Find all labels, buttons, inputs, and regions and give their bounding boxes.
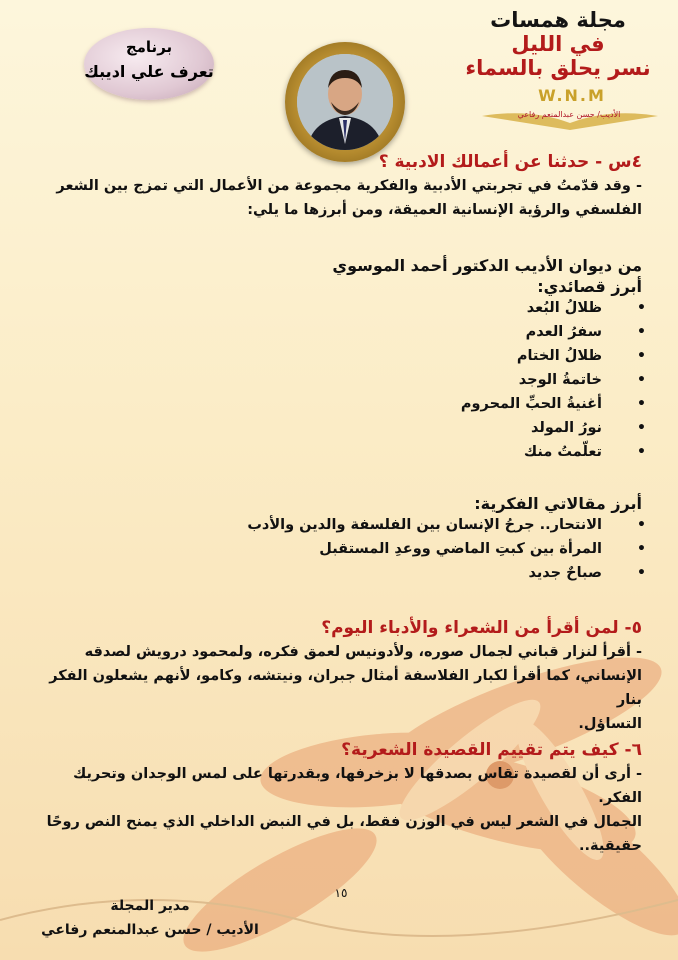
list-item: • المرأة بين كبتِ الماضي ووعدِ المستقبل [36, 537, 602, 561]
program-badge [84, 28, 214, 100]
q4-question: ٤س - حدثنا عن أعمالك الادبية ؟ [378, 152, 642, 172]
magazine-author-tag: الأديب/ حسن عبدالمنعم رفاعي [517, 110, 621, 119]
articles-list [36, 513, 642, 585]
poems-heading: أبرز قصائدي: [537, 277, 642, 296]
diwan-title: من ديوان الأديب الدكتور أحمد الموسوي [332, 256, 642, 275]
list-item: • نورُ المولد [36, 416, 602, 440]
q6-answer-line-3: حقيقية.. [579, 838, 642, 854]
q5-answer-line-3: التساؤل. [578, 716, 642, 732]
magazine-name: مجلة همسات [490, 8, 626, 32]
magazine-subtitle: في الليل [511, 32, 605, 56]
q6-answer-line-1: - أرى أن لقصيدة تقاس بصدقها لا بزخرفها، وبقدرتها على لمس الوجدان وتحريك الفكر. [72, 766, 642, 806]
articles-section [36, 494, 642, 585]
wnm-logo: W.N.M [538, 86, 606, 105]
list-item: • سفرُ العدم [36, 320, 602, 344]
q5-section [36, 618, 642, 736]
q5-question: ٥- لمن أقرأ من الشعراء والأدباء اليوم؟ [321, 618, 642, 638]
person-icon [297, 54, 393, 150]
q5-answer-line-2: الإنساني، كما أقرأ لكبار الفلاسفة أمثال جبران، ونيتشه، وكامو، لأنهم يشعلون الفكر بنار [49, 668, 642, 708]
list-item: • صباحٌ جديد [36, 561, 602, 585]
signature-name: الأديب / حسن عبدالمنعم رفاعي [41, 922, 259, 938]
list-item: • ظلالُ البُعد [36, 296, 602, 320]
magazine-slogan: نسر يحلق بالسماء [465, 56, 651, 80]
signature-title: مدير المجلة [110, 898, 190, 914]
q4-answer-line-2: الفلسفي والرؤية الإنسانية العميقة، ومن أبرزها ما يلي: [247, 202, 642, 218]
badge-line-1: برنامج [125, 38, 173, 56]
list-item: • خاتمةُ الوجد [36, 368, 602, 392]
q6-answer-line-2: الجمال في الشعر ليس في الوزن فقط، بل في النبض الداخلي الذي يمنح النص روحًا [46, 814, 642, 830]
page-number: ١٥ [334, 886, 348, 900]
list-item: • أغنيةُ الحبِّ المحروم [36, 392, 602, 416]
q6-question: ٦- كيف يتم تقييم القصيدة الشعرية؟ [341, 740, 642, 760]
q6-section [36, 740, 642, 858]
portrait-frame [285, 42, 405, 162]
magazine-header [458, 8, 658, 80]
articles-heading: أبرز مقالاتي الفكرية: [474, 494, 642, 513]
list-item: • ظلالُ الختام [36, 344, 602, 368]
list-item: • الانتحار.. جرحُ الإنسان بين الفلسفة والدين والأدب [36, 513, 602, 537]
list-item: • تعلّمتُ منك [36, 440, 602, 464]
q5-answer-line-1: - أقرأ لنزار قباني لجمال صوره، ولأدونيس لعمق فكره، ولمحمود درويش لصدقه [84, 644, 642, 660]
q4-section [36, 152, 642, 222]
author-photo [297, 54, 393, 150]
poems-list [36, 296, 642, 464]
q4-answer-line-1: - وقد قدّمتُ في تجربتي الأدبية والفكرية مجموعة من الأعمال التي تمزج بين الشعر [56, 178, 642, 194]
badge-line-2: تعرف علي اديبك [84, 62, 214, 81]
poems-section [36, 256, 642, 464]
